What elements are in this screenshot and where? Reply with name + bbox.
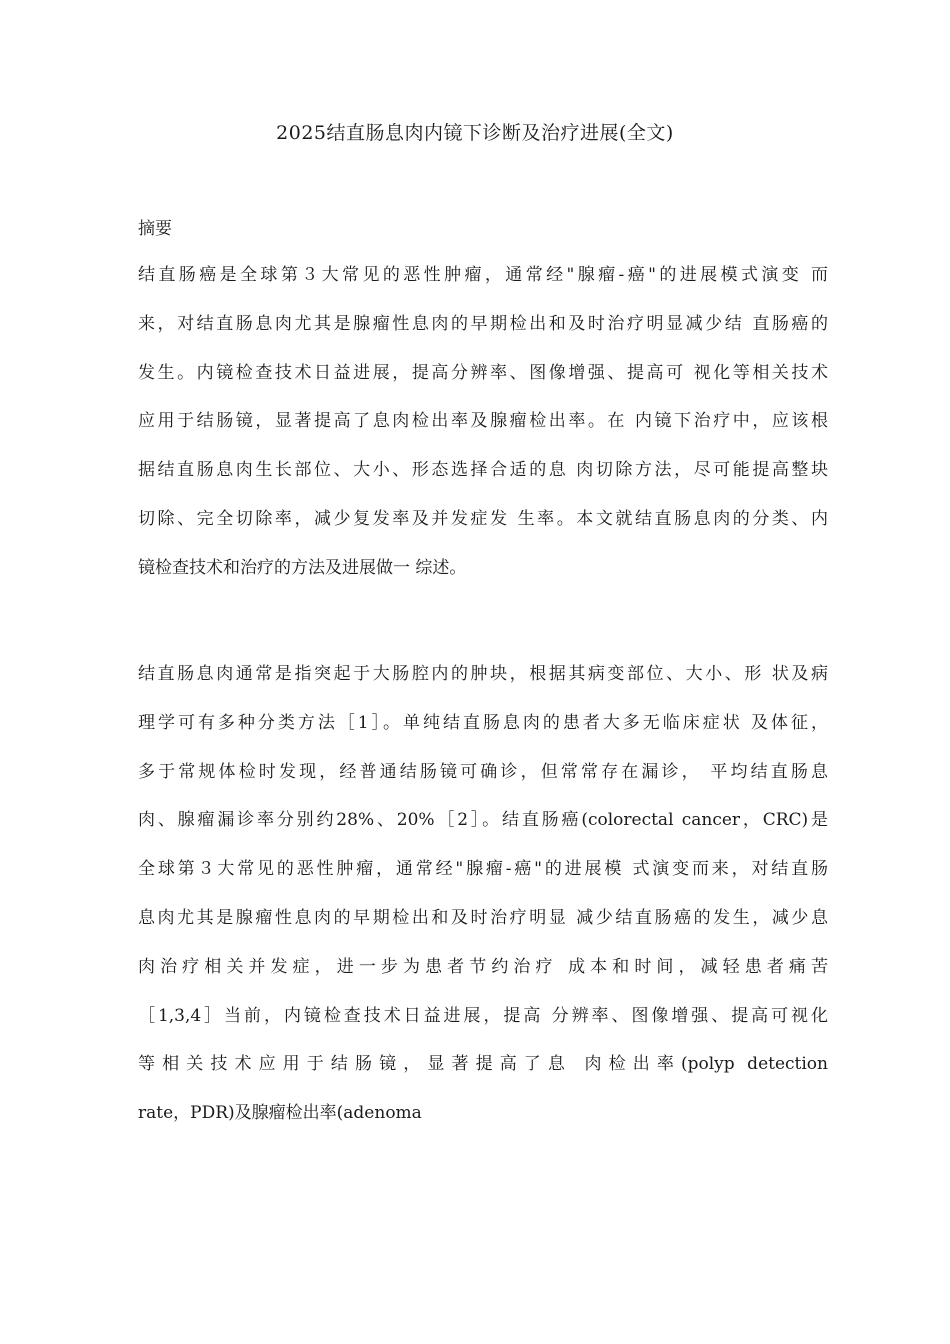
abstract-line: 结直肠癌是全球第３大常见的恶性肿瘤，通常经"腺瘤-癌"的进展模式演变 而 (138, 265, 828, 285)
body-line: 多于常规体检时发现，经普通结肠镜可确诊，但常常存在漏诊， 平均结直肠息 (138, 761, 828, 782)
abstract-line: 镜检查技术和治疗的方法及进展做一 综述。 (138, 557, 467, 578)
document-title: 2025结直肠息肉内镜下诊断及治疗进展(全文) (276, 122, 674, 144)
abstract-line: 来，对结直肠息肉尤其是腺瘤性息肉的早期检出和及时治疗明显减少结 直肠癌的 (138, 313, 828, 334)
body-line: 肉、腺瘤漏诊率分别约28%、20%［2］。结直肠癌(colorectal cancer，CRC)是 (138, 810, 828, 831)
abstract-line: 切除、完全切除率，减少复发率及并发症发 生率。本文就结直肠息肉的分类、内 (138, 508, 828, 529)
abstract-line: 发生。内镜检查技术日益进展，提高分辨率、图像增强、提高可 视化等相关技术 (138, 362, 828, 383)
body-line: ［1,3,4］当前，内镜检查技术日益进展，提高 分辨率、图像增强、提高可视化 (138, 1005, 828, 1026)
body-line: rate，PDR)及腺瘤检出率(adenoma (138, 1103, 422, 1124)
body-paragraph (138, 662, 828, 1150)
abstract-paragraph (138, 263, 828, 605)
abstract-line: 据结直肠息肉生长部位、大小、形态选择合适的息 肉切除方法，尽可能提高整块 (138, 460, 828, 481)
abstract-line: 应用于结肠镜，显著提高了息肉检出率及腺瘤检出率。在 内镜下治疗中，应该根 (138, 411, 828, 432)
body-line: 结直肠息肉通常是指突起于大肠腔内的肿块，根据其病变部位、大小、形 状及病 (138, 664, 828, 684)
body-line: 等相关技术应用于结肠镜，显著提高了息 肉检出率(polyp detection (138, 1054, 828, 1075)
body-line: 肉治疗相关并发症，进一步为患者节约治疗 成本和时间，减轻患者痛苦 (138, 956, 828, 977)
body-line: 息肉尤其是腺瘤性息肉的早期检出和及时治疗明显 减少结直肠癌的发生，减少息 (138, 907, 828, 928)
body-line: 理学可有多种分类方法［1］。单纯结直肠息肉的患者大多无临床症状 及体征， (138, 712, 828, 733)
abstract-heading: 摘要 (138, 219, 172, 239)
body-line: 全球第３大常见的恶性肿瘤，通常经"腺瘤-癌"的进展模 式演变而来，对结直肠 (138, 859, 828, 880)
